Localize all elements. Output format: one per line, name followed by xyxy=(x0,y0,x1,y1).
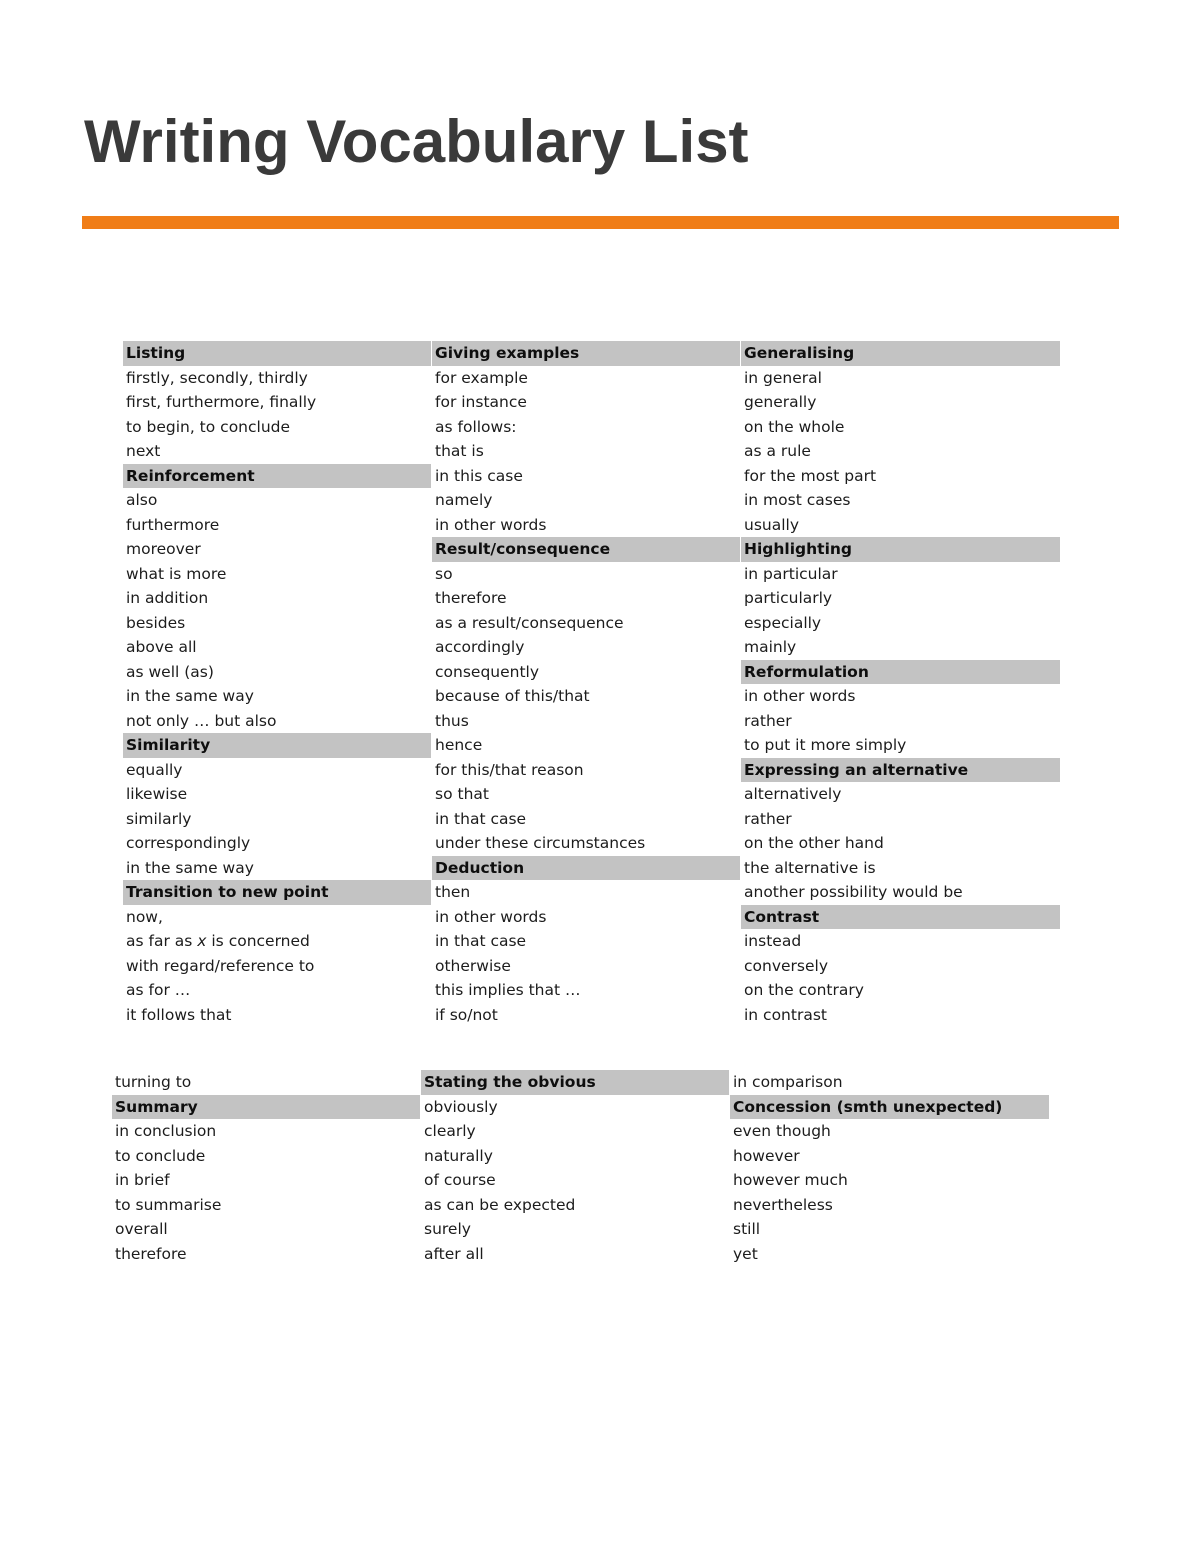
vocab-item: particularly xyxy=(744,589,833,607)
vocab-item: another possibility would be xyxy=(744,883,963,901)
vocab-item: therefore xyxy=(435,589,507,607)
vocab-column xyxy=(112,1070,420,1266)
vocab-item: surely xyxy=(424,1220,471,1238)
vocab-item: what is more xyxy=(126,564,227,583)
vocab-item: the alternative is xyxy=(744,858,876,877)
vocab-item: turning to xyxy=(115,1073,192,1091)
title-divider xyxy=(82,216,1119,229)
vocab-item: in the same way xyxy=(126,858,254,877)
vocab-item: in contrast xyxy=(744,1005,827,1024)
vocab-item: then xyxy=(435,883,471,901)
vocab-item: on the contrary xyxy=(744,981,864,999)
vocab-item: now, xyxy=(126,907,163,926)
vocab-item: on the other hand xyxy=(744,834,884,852)
category-heading: Concession (smth unexpected) xyxy=(730,1095,1049,1120)
vocab-item: thus xyxy=(435,711,469,730)
vocab-item: in other words xyxy=(435,515,547,534)
vocab-item: this implies that … xyxy=(435,981,581,999)
vocab-item: similarly xyxy=(126,809,192,828)
vocab-item: therefore xyxy=(115,1244,187,1263)
vocab-variable: x xyxy=(197,932,207,950)
category-heading: Generalising xyxy=(741,341,1060,366)
page-title: Writing Vocabulary List xyxy=(84,108,749,175)
vocab-item: to conclude xyxy=(115,1146,206,1165)
vocab-text: is concerned xyxy=(206,932,310,950)
vocab-item: as for … xyxy=(126,981,191,999)
vocab-item: in addition xyxy=(126,589,209,607)
vocab-item: as follows: xyxy=(435,417,517,436)
vocab-item: so xyxy=(435,564,453,583)
vocab-item: for the most part xyxy=(744,466,877,485)
category-heading: Transition to new point xyxy=(123,880,431,905)
vocab-item: rather xyxy=(744,711,792,730)
vocab-column xyxy=(123,341,431,1027)
vocab-item: however much xyxy=(733,1171,848,1189)
vocab-item: overall xyxy=(115,1220,168,1238)
vocab-item: after all xyxy=(424,1244,484,1263)
category-heading: Similarity xyxy=(123,733,431,758)
vocab-item: naturally xyxy=(424,1146,493,1165)
category-heading: Stating the obvious xyxy=(421,1070,729,1095)
vocab-item: however xyxy=(733,1146,800,1165)
vocab-item: consequently xyxy=(435,662,540,681)
vocab-item: it follows that xyxy=(126,1005,232,1024)
vocab-item: in general xyxy=(744,368,822,387)
vocab-item: hence xyxy=(435,736,483,754)
vocab-item: equally xyxy=(126,760,183,779)
vocab-item: nevertheless xyxy=(733,1195,833,1214)
vocab-item: as a rule xyxy=(744,442,811,460)
vocab-item: in comparison xyxy=(733,1073,843,1091)
vocab-item: as can be expected xyxy=(424,1195,576,1214)
vocab-item: in most cases xyxy=(744,491,851,509)
vocab-item: instead xyxy=(744,932,802,950)
vocab-item: in other words xyxy=(744,687,856,705)
vocab-column xyxy=(730,1070,1049,1266)
vocab-item: obviously xyxy=(424,1097,498,1116)
vocab-item: still xyxy=(733,1220,761,1238)
category-heading: Result/consequence xyxy=(432,537,740,562)
vocab-item: alternatively xyxy=(744,785,842,803)
vocab-item: above all xyxy=(126,638,197,656)
vocab-item: to begin, to conclude xyxy=(126,417,291,436)
vocab-item: especially xyxy=(744,613,822,632)
vocab-item: firstly, secondly, thirdly xyxy=(126,368,308,387)
vocab-item: to summarise xyxy=(115,1195,222,1214)
category-heading: Listing xyxy=(123,341,431,366)
vocab-item: next xyxy=(126,442,161,460)
vocab-item: namely xyxy=(435,491,493,509)
vocab-item: to put it more simply xyxy=(744,736,907,754)
vocab-item: yet xyxy=(733,1244,758,1263)
vocab-item: in this case xyxy=(435,466,523,485)
vocab-item: conversely xyxy=(744,956,829,975)
vocab-item: with regard/reference to xyxy=(126,956,315,975)
vocab-item: generally xyxy=(744,393,817,411)
category-heading: Deduction xyxy=(432,856,740,881)
vocab-item: in that case xyxy=(435,809,527,828)
vocab-item: in the same way xyxy=(126,687,254,705)
category-heading: Giving examples xyxy=(432,341,740,366)
vocab-item: in conclusion xyxy=(115,1122,217,1140)
vocab-item: mainly xyxy=(744,638,797,656)
vocab-item: for instance xyxy=(435,393,527,411)
vocab-item: as a result/consequence xyxy=(435,613,624,632)
vocab-item: furthermore xyxy=(126,515,220,534)
vocab-item xyxy=(123,929,431,954)
category-heading: Reformulation xyxy=(741,660,1060,685)
vocab-item: moreover xyxy=(126,540,201,558)
vocab-item: as well (as) xyxy=(126,662,214,681)
vocab-item: under these circumstances xyxy=(435,834,646,852)
vocab-item: accordingly xyxy=(435,638,525,656)
vocab-item: in brief xyxy=(115,1171,170,1189)
vocab-item: so that xyxy=(435,785,489,803)
vocab-item: otherwise xyxy=(435,956,511,975)
vocab-column xyxy=(432,341,740,1027)
vocab-item: because of this/that xyxy=(435,687,590,705)
vocab-item: in that case xyxy=(435,932,527,950)
vocab-item: likewise xyxy=(126,785,188,803)
category-heading: Expressing an alternative xyxy=(741,758,1060,783)
category-heading: Contrast xyxy=(741,905,1060,930)
vocab-item: first, furthermore, finally xyxy=(126,393,317,411)
vocab-column xyxy=(741,341,1060,1027)
category-heading: Highlighting xyxy=(741,537,1060,562)
category-heading: Reinforcement xyxy=(123,464,431,489)
vocab-item: clearly xyxy=(424,1122,476,1140)
vocab-item: for this/that reason xyxy=(435,760,584,779)
vocab-item: also xyxy=(126,491,158,509)
vocab-item: not only … but also xyxy=(126,711,277,730)
vocab-item: that is xyxy=(435,442,484,460)
vocab-item: rather xyxy=(744,809,792,828)
category-heading: Summary xyxy=(112,1095,420,1120)
vocab-item: usually xyxy=(744,515,800,534)
vocab-item: in other words xyxy=(435,907,547,926)
vocab-item: besides xyxy=(126,613,186,632)
vocab-item: in particular xyxy=(744,564,838,583)
vocab-item: correspondingly xyxy=(126,834,251,852)
vocab-item: for example xyxy=(435,368,528,387)
vocab-column xyxy=(421,1070,729,1266)
vocab-item: on the whole xyxy=(744,417,845,436)
vocab-item: of course xyxy=(424,1171,496,1189)
vocab-item: even though xyxy=(733,1122,831,1140)
vocab-text: as far as xyxy=(126,932,198,950)
vocab-item: if so/not xyxy=(435,1005,498,1024)
